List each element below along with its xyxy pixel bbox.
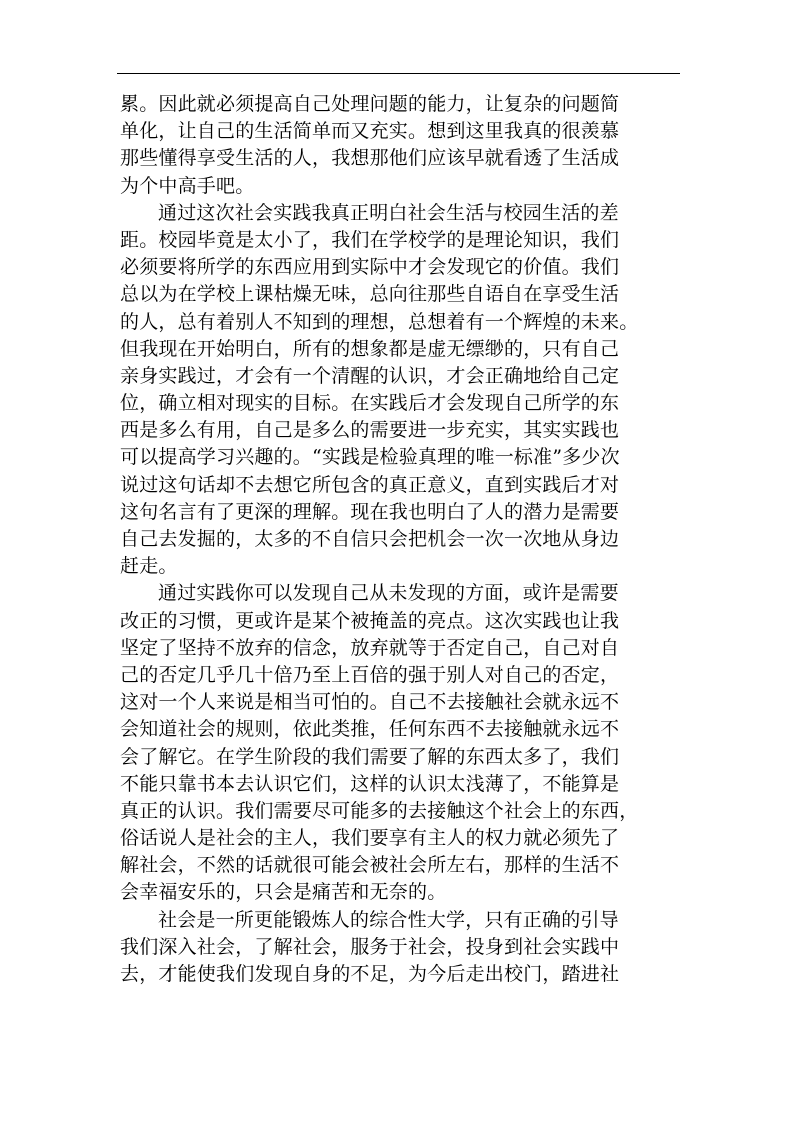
text-line: 西是多么有用，自己是多么的需要进一步充实，其实实践也 bbox=[120, 419, 620, 442]
text-line: 会幸福安乐的，只会是痛苦和无奈的。 bbox=[120, 881, 447, 904]
text-line: 通过实践你可以发现自己从未发现的方面，或许是需要 bbox=[158, 582, 619, 605]
text-line: 己的否定几乎几十倍乃至上百倍的强于别人对自己的否定， bbox=[120, 663, 620, 686]
text-line: 真正的认识。我们需要尽可能多的去接触这个社会上的东西， bbox=[120, 799, 639, 822]
text-line: 会了解它。在学生阶段的我们需要了解的东西太多了，我们 bbox=[120, 745, 620, 768]
text-line: 自己去发掘的，太多的不自信只会把机会一次一次地从身边 bbox=[120, 528, 620, 550]
text-line: 改正的习惯，更或许是某个被掩盖的亮点。这次实践也让我 bbox=[120, 609, 620, 632]
text-line: 俗话说人是社会的主人，我们要享有主人的权力就必须先了 bbox=[120, 827, 620, 850]
text-line: 解社会，不然的话就很可能会被社会所左右，那样的生活不 bbox=[120, 854, 620, 877]
text-line: 但我现在开始明白，所有的想象都是虚无缥缈的，只有自己 bbox=[120, 337, 620, 360]
text-line: 距。校园毕竟是太小了，我们在学校学的是理论知识，我们 bbox=[120, 228, 620, 251]
text-line: 这对一个人来说是相当可怕的。自己不去接触社会就永远不 bbox=[120, 691, 620, 714]
text-line: 单化，让自己的生活简单而又充实。想到这里我真的很羡慕 bbox=[120, 120, 620, 143]
text-line: 总以为在学校上课枯燥无味，总向往那些自语自在享受生活 bbox=[120, 283, 620, 306]
text-line: 为个中高手吧。 bbox=[120, 174, 255, 197]
text-line: 位，确立相对现实的目标。在实践后才会发现自己所学的东 bbox=[120, 392, 620, 415]
text-line: 必须要将所学的东西应用到实际中才会发现它的价值。我们 bbox=[120, 256, 620, 279]
text-line: 去，才能使我们发现自身的不足，为今后走出校门，踏进社 bbox=[120, 963, 620, 985]
text-line: 通过这次社会实践我真正明白社会生活与校园生活的差 bbox=[158, 201, 619, 224]
text-line: 亲身实践过，才会有一个清醒的认识，才会正确地给自己定 bbox=[120, 364, 620, 387]
header-rule bbox=[117, 73, 680, 74]
text-line: 说过这句话却不去想它所包含的真正意义，直到实践后才对 bbox=[120, 473, 620, 496]
text-line: 不能只靠书本去认识它们，这样的认识太浅薄了，不能算是 bbox=[120, 772, 620, 795]
text-line: 这句名言有了更深的理解。现在我也明白了人的潜力是需要 bbox=[120, 500, 620, 523]
text-line: 赶走。 bbox=[120, 555, 178, 578]
text-line: 可以提高学习兴趣的。“实践是检验真理的唯一标准”多少次 bbox=[120, 446, 620, 469]
text-line: 那些懂得享受生活的人，我想那他们应该早就看透了生活成 bbox=[120, 147, 620, 170]
text-line: 累。因此就必须提高自己处理问题的能力，让复杂的问题简 bbox=[120, 93, 620, 115]
text-line: 社会是一所更能锻炼人的综合性大学，只有正确的引导 bbox=[158, 908, 619, 931]
text-line: 的人，总有着别人不知到的理想，总想着有一个辉煌的未来。 bbox=[120, 310, 639, 333]
body-text bbox=[120, 91, 680, 988]
text-line: 我们深入社会，了解社会，服务于社会，投身到社会实践中 bbox=[120, 935, 620, 958]
text-line: 会知道社会的规则，依此类推，任何东西不去接触就永远不 bbox=[120, 718, 620, 741]
text-line: 坚定了坚持不放弃的信念，放弃就等于否定自己，自己对自 bbox=[120, 636, 620, 659]
